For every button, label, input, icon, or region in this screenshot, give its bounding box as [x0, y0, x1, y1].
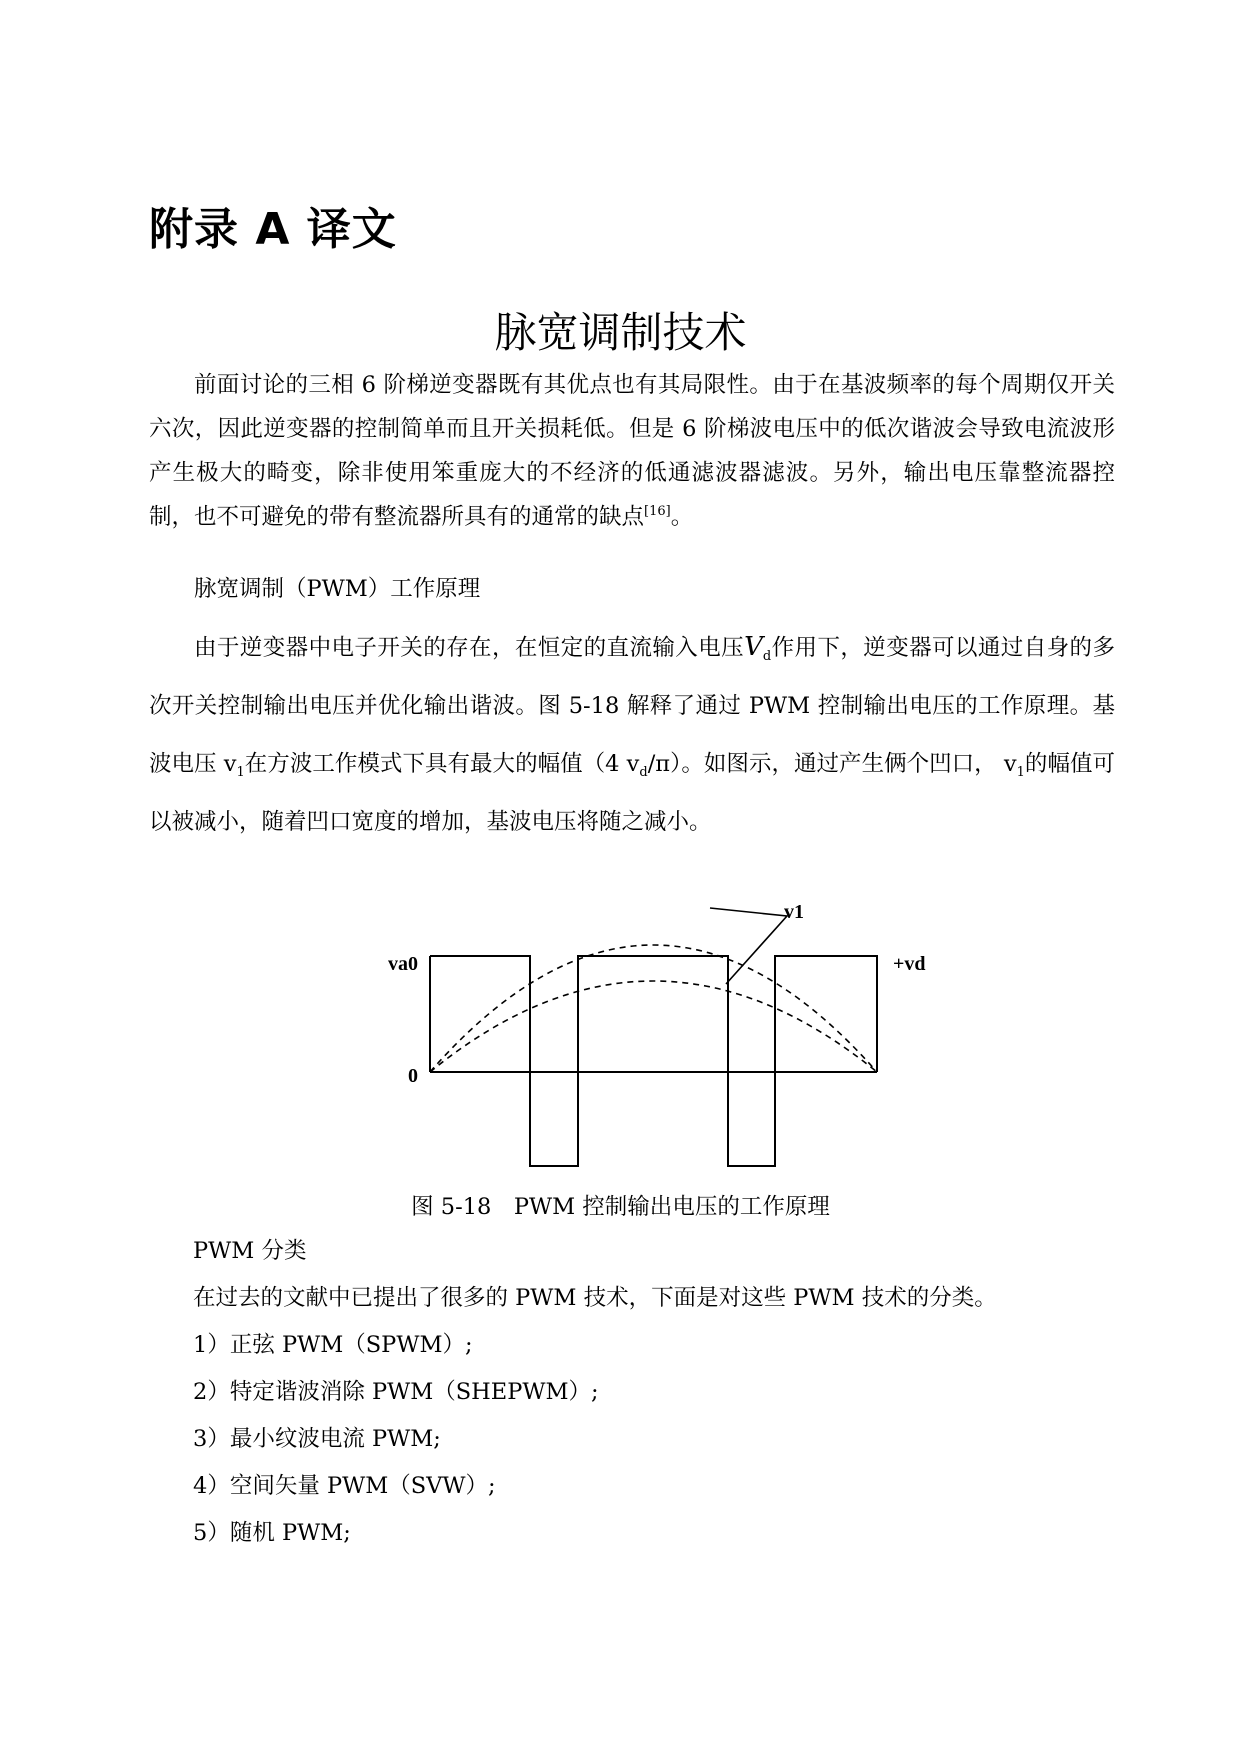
- list-item: 2）特定谐波消除 PWM（SHEPWM）;: [193, 1379, 599, 1405]
- intro-paragraph-block: [149, 363, 1115, 539]
- section-heading: 脉宽调制（PWM）工作原理: [194, 576, 481, 602]
- list-item: 3）最小纹波电流 PWM;: [193, 1426, 441, 1452]
- v1-fundamental-curve: [430, 945, 877, 1072]
- figure-caption: 图 5-18 PWM 控制输出电压的工作原理: [411, 1194, 830, 1220]
- principle-text-2: 作用下，逆变器可以通过自身的多次开关控制输出电压并优化输出谐波。图 5-18 解释了通过 PWM 控制输出电压的工作原理。基波电压: [149, 635, 1115, 777]
- appendix-title: 附录 A 译文: [149, 204, 397, 255]
- pwm-waveform-figure: [370, 880, 970, 1180]
- v1b-symbol: v: [1003, 751, 1017, 777]
- v1-symbol: v: [223, 751, 237, 777]
- principle-paragraph-block: [149, 618, 1115, 851]
- v1b-subscript: 1: [1016, 765, 1025, 780]
- principle-paragraph: [149, 618, 1115, 851]
- principle-text-3: 在方波工作模式下具有最大的幅值（4: [244, 751, 620, 777]
- principle-text-4: /π）。如图示，通过产生俩个凹口，: [647, 751, 997, 777]
- v1-label: v1: [784, 901, 804, 923]
- principle-text-5: 的幅值可以被减小，随着凹口宽度的增加，基波电压将随之减小。: [149, 751, 1115, 835]
- v1-subscript: 1: [236, 765, 245, 780]
- va0-label: va0: [388, 953, 418, 975]
- principle-text-1: 由于逆变器中电子开关的存在，在恒定的直流输入电压: [194, 635, 745, 661]
- zero-label: 0: [408, 1065, 418, 1087]
- article-title: 脉宽调制技术: [494, 308, 747, 357]
- section-heading-block: [149, 574, 1115, 604]
- reduced-fundamental-curve: [430, 981, 877, 1072]
- intro-paragraph-text: 前面讨论的三相 6 阶梯逆变器既有其优点也有其局限性。由于在基波频率的每个周期仅开关六次，因此逆变器的控制简单而且开关损耗低。但是 6 阶梯波电压中的低次谐波会导致电流波形产生极大的畸变，除非使用笨重庞大的不经济的低通滤波器滤波。另外，输出电压靠整流器控制，也不可避免的带有整流器所具有的通常的缺点: [149, 372, 1115, 530]
- vd-lower-subscript: d: [639, 765, 648, 780]
- pwm-classification-block: [149, 1236, 1115, 1565]
- intro-paragraph: [149, 363, 1115, 539]
- citation-ref: [16]: [644, 504, 671, 519]
- pwm-heading: PWM 分类: [193, 1238, 307, 1264]
- list-item: 1）正弦 PWM（SPWM）;: [193, 1332, 473, 1358]
- pwm-waveform: [430, 956, 877, 1166]
- vd-label: +vd: [893, 953, 926, 975]
- vd-subscript: d: [762, 649, 772, 664]
- vd-symbol: V: [744, 632, 763, 662]
- list-item: 4）空间矢量 PWM（SVW）;: [193, 1473, 496, 1499]
- list-item: 5）随机 PWM;: [193, 1520, 351, 1546]
- intro-paragraph-end: 。: [670, 504, 694, 530]
- pwm-intro: 在过去的文献中已提出了很多的 PWM 技术，下面是对这些 PWM 技术的分类。: [193, 1285, 997, 1311]
- vd-lower-symbol: v: [626, 751, 640, 777]
